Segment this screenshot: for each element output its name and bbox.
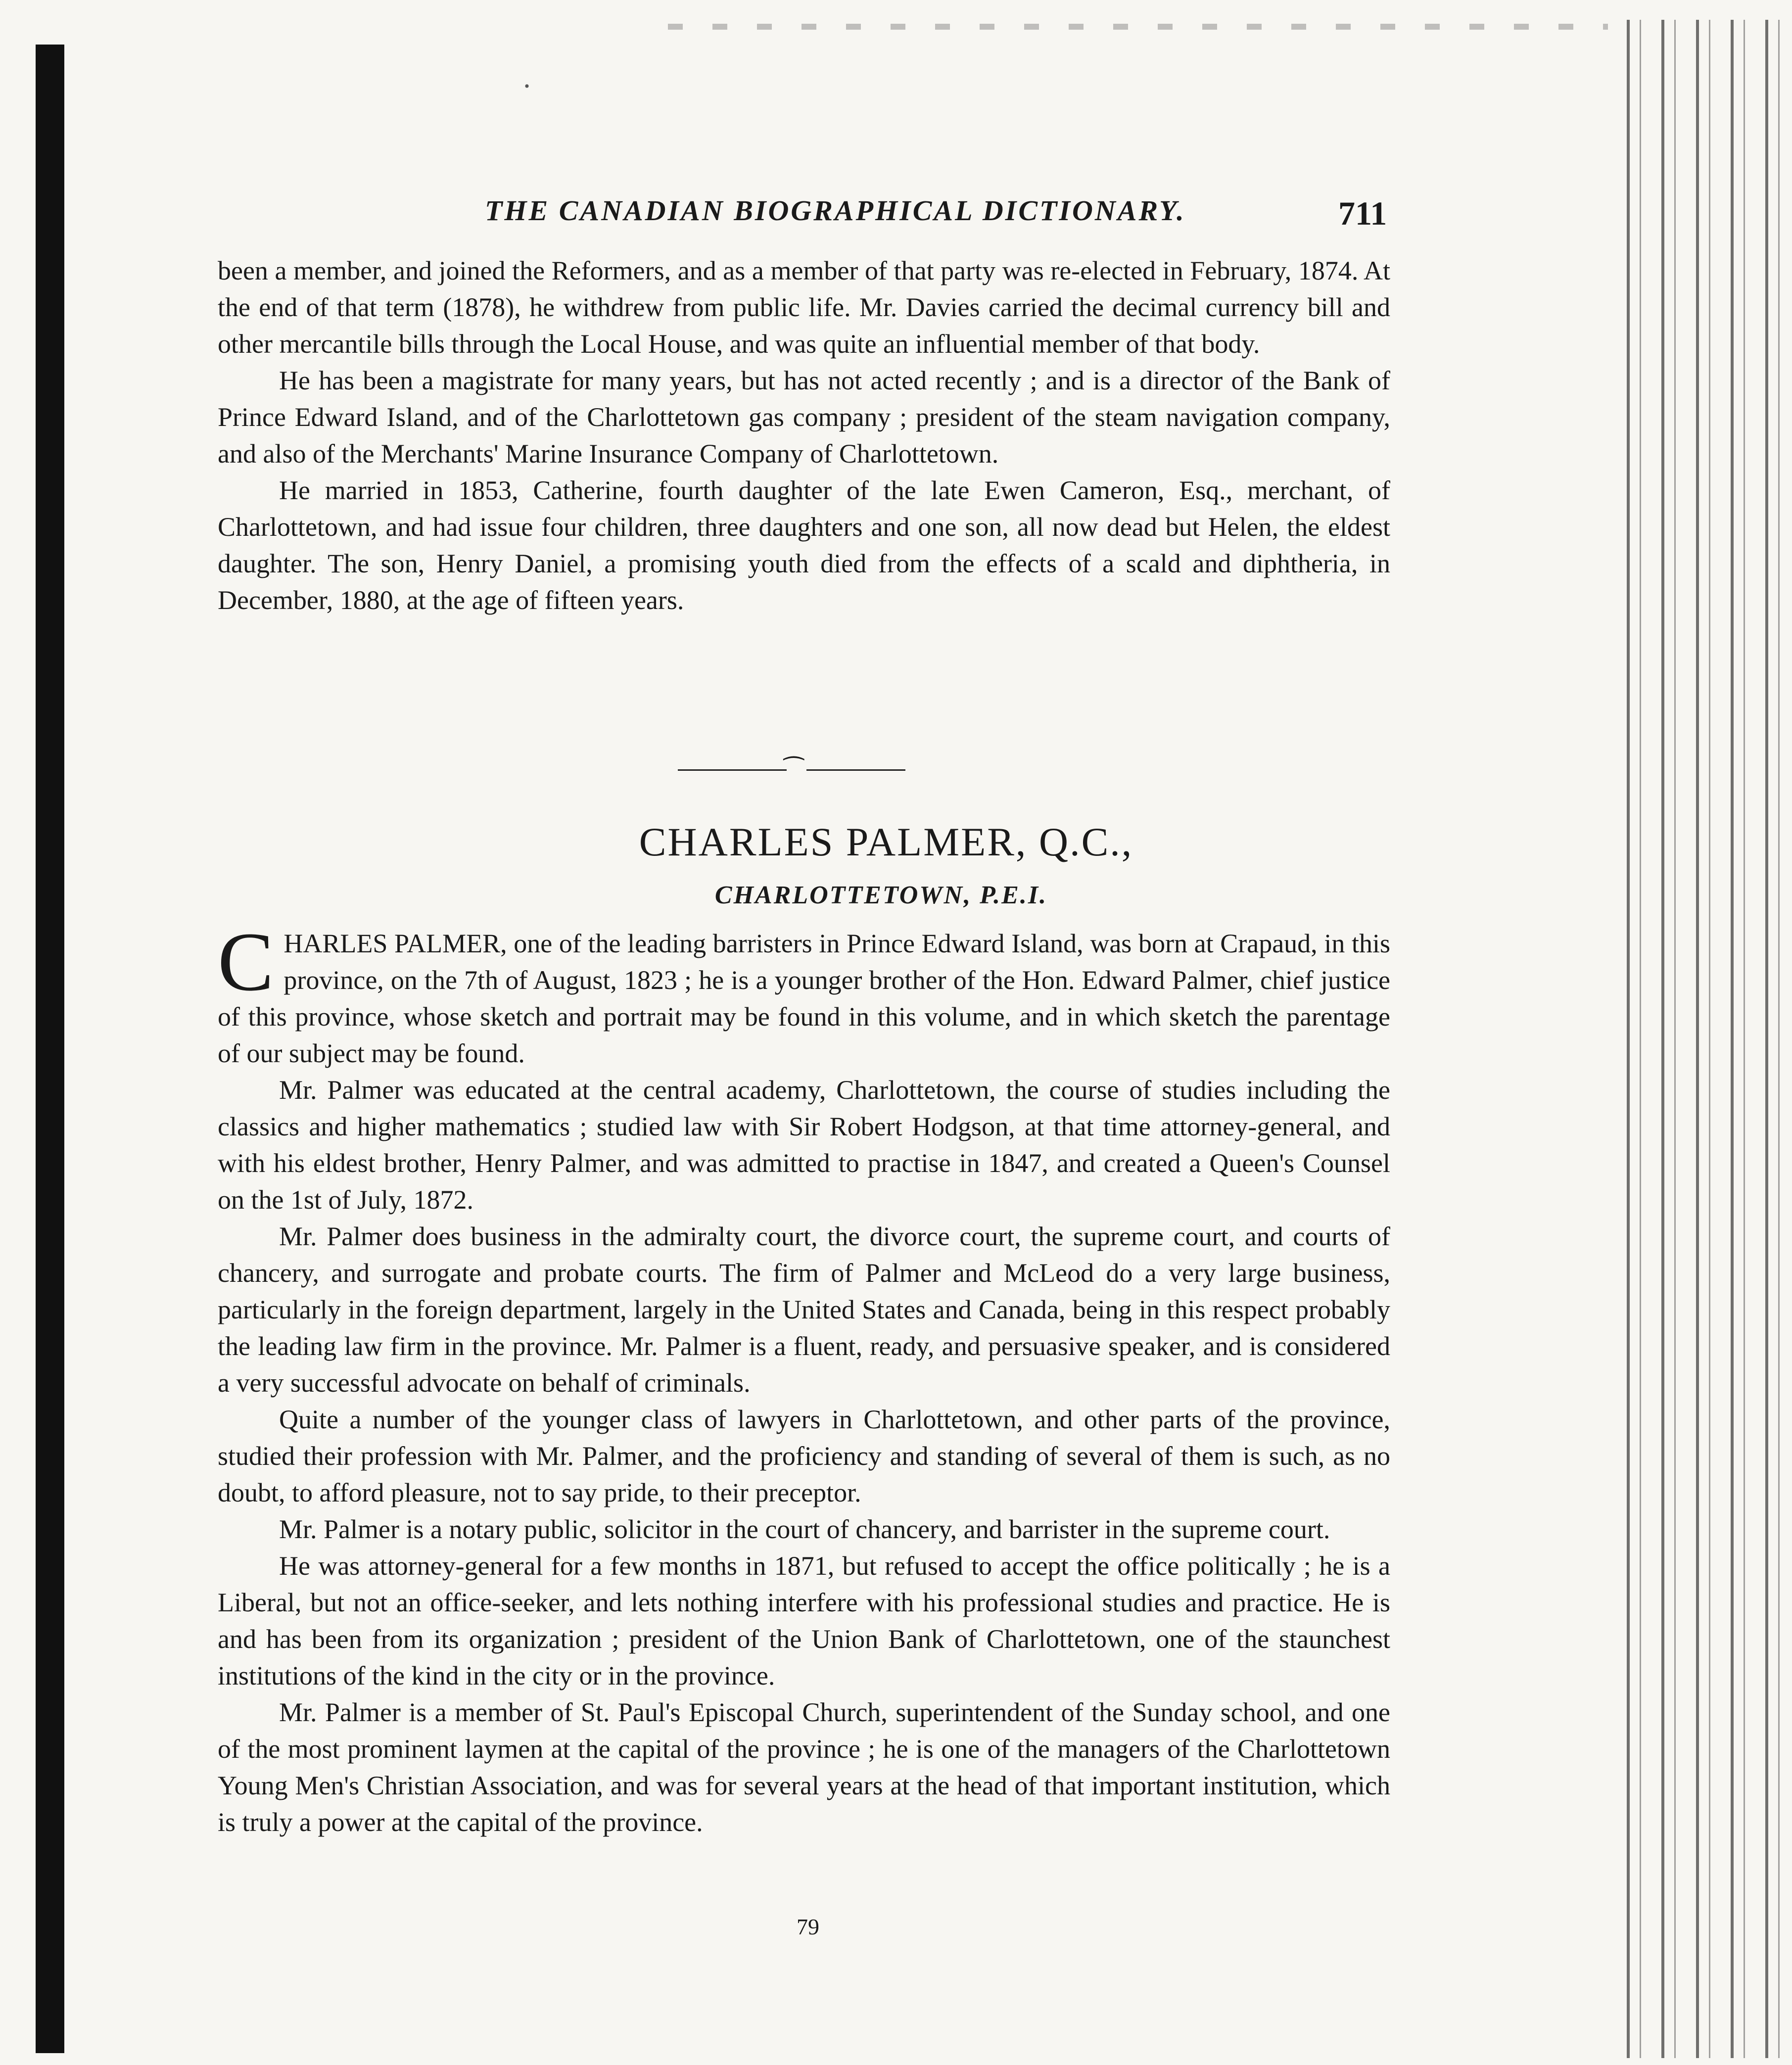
paragraph: He has been a magistrate for many years, but has not acted recently ; and is a director of the Bank of Prince Edward Island, and of the Charlottetown gas company ; president of the steam navigation company, and also of the Merchants' Marine Insurance Company of Charlottetown. bbox=[218, 366, 1390, 469]
entry-place: CHARLOTTETOWN, P.E.I. bbox=[714, 881, 1048, 909]
paragraph: He was attorney-general for a few months in 1871, but refused to accept the office politically ; he is a Liberal, but not an office-seeker, and lets nothing interfere with his professional studies and practice. He is and has been from its organization ; president of the Union Bank of Charlottetown, one of the staunchest institutions of the kind in the city or in the province. bbox=[218, 1551, 1390, 1690]
page-number: 711 bbox=[1338, 194, 1387, 232]
paragraph: Mr. Palmer was educated at the central academy, Charlottetown, the course of studies including the classics and higher mathematics ; studied law with Sir Robert Hodgson, at that time attorney-general, and with his eldest brother, Henry Palmer, and was admitted to practise in 1847, and created a Queen's Counsel on the 1st of July, 1872. bbox=[218, 1075, 1390, 1215]
running-title: THE CANADIAN BIOGRAPHICAL DICTIONARY. bbox=[485, 194, 1186, 227]
entry-title: CHARLES PALMER, Q.C., bbox=[639, 819, 1133, 864]
signature-mark: 79 bbox=[797, 1914, 819, 1939]
top-scan-artifact bbox=[668, 24, 1608, 30]
entry-body bbox=[218, 915, 1390, 1840]
first-paragraph: CHARLES PALMER, one of the leading barristers in Prince Edward Island, was born at Crapaud, in this province, on the 7th of August, 1823 ; he is a younger brother of the Hon. Edward Palmer, chief justice of this province, whose sketch and portrait may be found in this volume, and in which sketch the parentage of our subject may be found. bbox=[218, 915, 1390, 1068]
drop-cap: C bbox=[218, 915, 274, 1008]
binding-shadow bbox=[36, 45, 64, 2053]
scan-speck: · bbox=[522, 70, 532, 102]
paragraph: Quite a number of the younger class of lawyers in Charlottetown, and other parts of the province, studied their profession with Mr. Palmer, and the proficiency and standing of several of them is such, as no doubt, to afford pleasure, not to say pride, to their preceptor. bbox=[218, 1405, 1390, 1507]
paragraph: been a member, and joined the Reformers, and as a member of that party was re-elected in February, 1874. At the end of that term (1878), he withdrew from public life. Mr. Davies carried the decimal currency bill and other mercantile bills through the Local House, and was quite an influential member of that body. bbox=[218, 256, 1390, 359]
continued-section bbox=[218, 252, 1390, 618]
paragraph: Mr. Palmer is a member of St. Paul's Episcopal Church, superintendent of the Sunday school, and one of the most prominent laymen at the capital of the province ; he is one of the managers of the Charlottetown Young Men's Christian Association, and was for several years at the head of that important institution, which is truly a power at the capital of the province. bbox=[218, 1697, 1390, 1837]
page-edge-scan-artifact bbox=[1618, 20, 1781, 2058]
paragraph: Mr. Palmer is a notary public, solicitor in the court of chancery, and barrister in the supreme court. bbox=[279, 1514, 1330, 1544]
paragraph: He married in 1853, Catherine, fourth daughter of the late Ewen Cameron, Esq., merchant, of Charlottetown, and had issue four children, three daughters and one son, all now dead but Helen, the eldest daughter. The son, Henry Daniel, a promising youth died from the effects of a scald and diphtheria, in December, 1880, at the age of fifteen years. bbox=[218, 475, 1390, 615]
paragraph: Mr. Palmer does business in the admiralty court, the divorce court, the supreme court, and courts of chancery, and surrogate and probate courts. The firm of Palmer and McLeod do a very large business, particularly in the foreign department, largely in the United States and Canada, being in this respect probably the leading law firm in the province. Mr. Palmer is a fluent, ready, and persuasive speaker, and is considered a very successful advocate on behalf of criminals. bbox=[218, 1221, 1390, 1398]
section-divider: ⁀ bbox=[678, 754, 910, 784]
